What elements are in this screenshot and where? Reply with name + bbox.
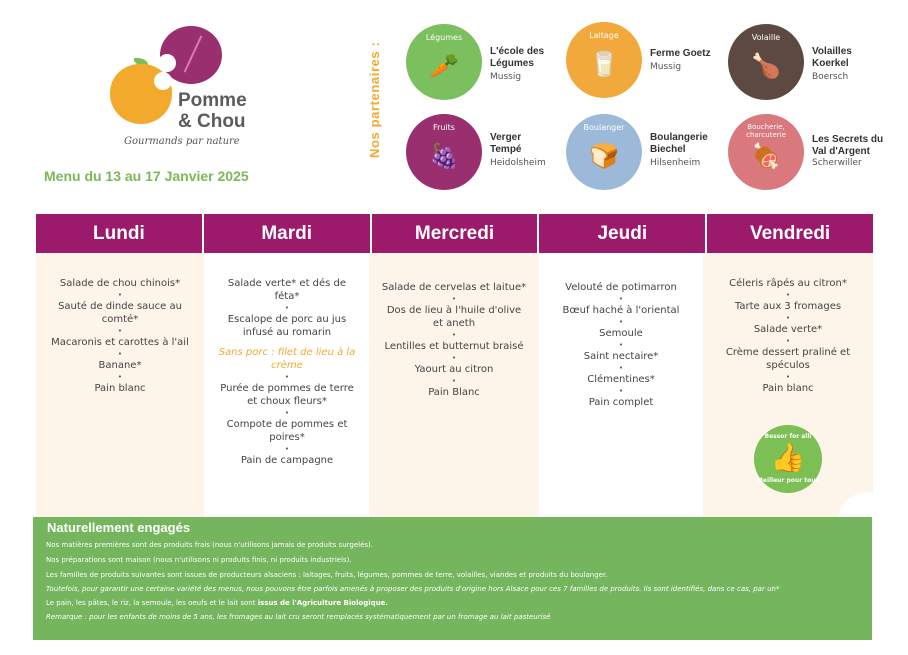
separator-dot: • (451, 331, 457, 339)
menu-item: Banane* (98, 360, 142, 371)
menu-item: Sauté de dinde sauce au comté* (58, 301, 182, 325)
partner-name: Verger Tempé (490, 132, 522, 155)
menu-column-thursday (540, 253, 702, 517)
menu-item: Dos de lieu à l'huile d'olive et aneth (386, 305, 522, 329)
menu-item: Compote de pommes et poires* (226, 419, 348, 443)
menu-item: Lentilles et butternut braisé (384, 341, 524, 352)
day-header-monday: Lundi (36, 214, 204, 253)
menu-column-monday (36, 253, 204, 517)
menu-item: Salade de chou chinois* (59, 278, 181, 289)
partner-location: Hilsenheim (650, 158, 701, 168)
separator-dot: • (785, 337, 791, 345)
commitment-remark: Remarque : pour les enfants de moins de 5 ans, les fromages au lait cru seront remplacés systématiquement par un fromage au lait pasteurisé (46, 613, 551, 621)
partner-category: Volaille (751, 33, 781, 42)
separator-dot: • (618, 295, 624, 303)
ham-icon: 🍖 (751, 142, 781, 170)
badge-top-text: Bessor for alli (764, 433, 812, 440)
apple-bite (154, 72, 172, 90)
menu-column-wednesday (369, 253, 539, 517)
menu-item: Pain Blanc (428, 387, 480, 398)
menu-item: Céleris râpés au citron* (729, 278, 847, 289)
menu-item: Salade verte* (753, 324, 823, 335)
menu-item: Clémentines* (587, 374, 655, 385)
commitment-panel (33, 517, 872, 640)
partner-location: Scherwiller (812, 158, 862, 168)
commitment-line: Toutefois, pour garantir une certaine variété des menus, nous pouvons être parfois amenés à proposer des produits d'origine hors Alsace pour ces 7 familles de produits. Ils sont identifiés, dans ce cas, par un* (46, 585, 780, 593)
separator-dot: • (117, 291, 123, 299)
milk-carton-icon: 🥛 (589, 50, 619, 78)
partner-location: Heidolsheim (490, 158, 546, 168)
partner-category: Fruits (433, 123, 455, 132)
partner-location: Boersch (812, 72, 849, 82)
menu-item: Macaronis et carottes à l'ail (51, 337, 189, 348)
commitment-text: Le pain, les pâtes, le riz, la semoule, les oeufs et le lait sont (46, 599, 258, 607)
better-for-all-badge (754, 425, 822, 493)
day-header-thursday: Jeudi (539, 214, 707, 253)
day-header-tuesday: Mardi (204, 214, 372, 253)
commitment-line: Nos matières premières sont des produits frais (nous n'utilisons jamais de produits surgelés). (46, 541, 373, 549)
menu-item: Pain de campagne (240, 455, 334, 466)
menu-item: Salade de cervelas et laitue* (381, 282, 527, 293)
separator-dot: • (618, 387, 624, 395)
bread-icon: 🍞 (589, 142, 619, 170)
partner-category: Boucherie, charcuterie (746, 123, 786, 139)
partner-name: Ferme Goetz (650, 48, 711, 59)
carrot-icon: 🥕 (429, 52, 459, 80)
brand-name-line2: & Chou (178, 111, 246, 132)
separator-dot: • (117, 327, 123, 335)
separator-dot: • (618, 364, 624, 372)
separator-dot: • (117, 373, 123, 381)
partner-card (728, 24, 893, 104)
commitment-title: Naturellement engagés (47, 520, 191, 535)
partner-name: Les Secrets du Val d'Argent (812, 134, 884, 157)
partner-name: Volailles Koerkel (812, 46, 852, 69)
partners-label: Nos partenaires : (367, 41, 382, 158)
partner-name: L'école des Légumes (490, 46, 545, 69)
grapes-icon: 🍇 (429, 142, 459, 170)
separator-dot: • (284, 304, 290, 312)
organic-highlight: issus de l'Agriculture Biologique. (257, 599, 389, 607)
menu-item: Velouté de potimarron (565, 282, 677, 293)
menu-item: Purée de pommes de terre et choux fleurs* (220, 383, 354, 407)
brand-tagline: Gourmands par nature (124, 136, 240, 147)
separator-dot: • (785, 314, 791, 322)
menu-title: Menu du 13 au 17 Janvier 2025 (44, 168, 249, 184)
separator-dot: • (284, 373, 290, 381)
brand-logo (108, 24, 268, 154)
separator-dot: • (785, 373, 791, 381)
menu-item: Tarte aux 3 fromages (734, 301, 842, 312)
menu-item: Pain complet (588, 397, 654, 408)
partner-card (406, 24, 571, 104)
day-header-friday: Vendredi (749, 223, 831, 244)
partner-category: Légumes (425, 33, 463, 42)
menu-item: Pain blanc (94, 383, 146, 394)
separator-dot: • (618, 318, 624, 326)
separator-dot: • (618, 341, 624, 349)
menu-item: Semoule (599, 328, 643, 339)
separator-dot: • (284, 409, 290, 417)
partner-card (406, 114, 571, 194)
menu-item: Crème dessert praliné et spéculos (725, 347, 851, 371)
menu-item: Yaourt au citron (414, 364, 494, 375)
partner-card (728, 114, 893, 194)
separator-dot: • (451, 295, 457, 303)
menu-item: Escalope de porc au jus infusé au romarin (227, 314, 347, 338)
separator-dot: • (284, 445, 290, 453)
commitment-line: Les familles de produits suivantes sont issues de producteurs alsaciens : laitages, fruits, légumes, pommes de terre, volailles, viandes et produits du boulanger. (46, 571, 608, 579)
separator-dot: • (117, 350, 123, 358)
commitment-line: Nos préparations sont maison (nous n'utilisons ni produits finis, ni produits industriels). (46, 556, 352, 564)
partner-category: Boulanger (583, 123, 625, 132)
partner-name: Boulangerie Biechel (650, 132, 708, 155)
days-header (36, 214, 873, 253)
partner-location: Mussig (650, 62, 682, 72)
chicken-icon: 🍗 (751, 52, 781, 80)
badge-bottom-text: Meilleur pour tous (756, 477, 820, 484)
menu-item: Bœuf haché à l'oriental (562, 305, 680, 316)
separator-dot: • (451, 354, 457, 362)
separator-dot: • (451, 377, 457, 385)
partner-card (566, 114, 731, 194)
partner-category: Laitage (589, 31, 619, 40)
thumbs-up-icon: 👍 (770, 441, 806, 474)
separator-dot: • (785, 291, 791, 299)
commitment-line (46, 599, 388, 607)
brand-name (178, 90, 247, 132)
menu-column-tuesday (206, 253, 368, 517)
day-header-wednesday: Mercredi (372, 214, 540, 253)
brand-name-line1: Pomme (178, 90, 247, 111)
partner-card (566, 22, 731, 102)
menu-item: Pain blanc (762, 383, 814, 394)
partner-location: Mussig (490, 72, 522, 82)
menu-alternative: Sans porc : filet de lieu à la crème (218, 347, 356, 371)
menu-item: Salade verte* et dés de féta* (227, 278, 347, 302)
menu-item: Saint nectaire* (583, 351, 659, 362)
